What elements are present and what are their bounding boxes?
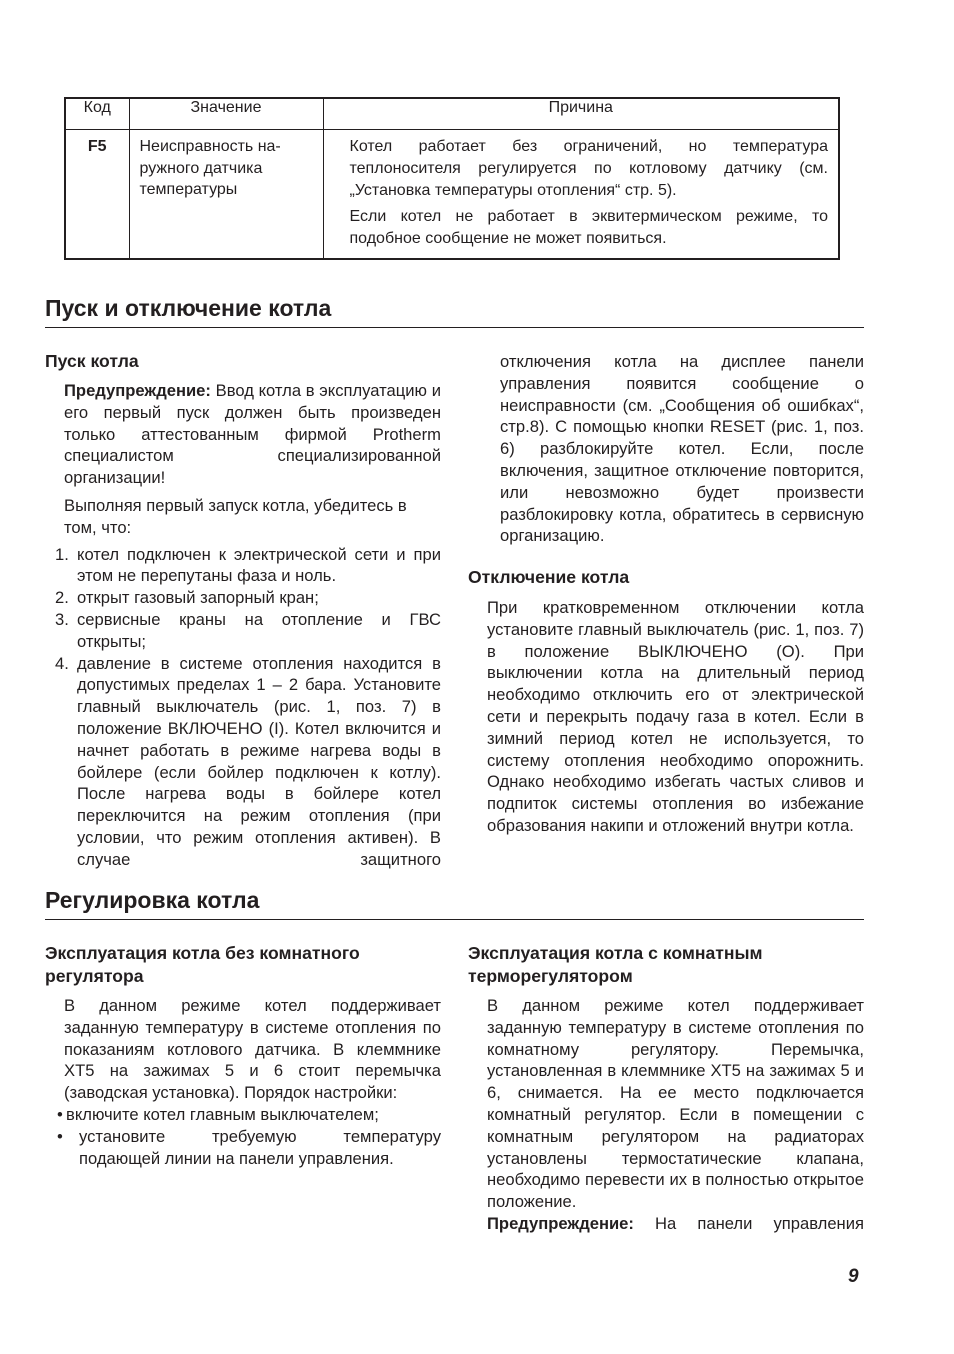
room-regulator-warning <box>487 1213 864 1235</box>
start-checklist <box>45 544 441 871</box>
header-meaning: Значение <box>129 98 323 130</box>
subheading-room-regulator: Эксплуатация котла с комнатным терморегулятором <box>468 943 763 986</box>
error-code-table <box>64 97 840 260</box>
subheading-start: Пуск котла <box>45 351 139 371</box>
cause-paragraph-1: Котел работает без ограничений, но температура теплоносителя регулируется по котловому датчику (см. „Установка температуры отопления“ стр. 5). <box>349 138 828 199</box>
cell-meaning: Неисправность на-ружного датчика температуры <box>129 130 323 259</box>
right-column-stop <box>468 566 864 837</box>
list-item <box>55 587 441 609</box>
list-text: установите требуемую температуру подающей линии на панели управления. <box>79 1126 441 1168</box>
stop-paragraph: При кратковременном отключении котла установите главный выключатель (рис. 1, поз. 7) в положение ВЫКЛЮЧЕНО (O). При выключении котла на длительный период необходимо отключить его от электрической сети и перекрыть подачу газа в котел. Если в зимний период котел не используется, то систему отопления необходимо опорожнить. Однако необходимо избегать частых сливов и подпиток системы отопления во избежание образования накипи и отложений внутри котла. <box>487 598 864 835</box>
list-number: 2. <box>55 588 69 608</box>
warning-text: Ввод котла в эксплуатацию и его первый пуск должен быть произведен только аттестованным фирмой Protherm специалистом специализированной организации! <box>64 381 441 488</box>
bullet-icon: • <box>57 1104 63 1124</box>
table-row <box>65 130 839 259</box>
list-text: сервисные краны на отопление и ГВС открыты; <box>77 609 441 651</box>
list-item <box>55 544 441 588</box>
continuation-paragraph: отключения котла на дисплее панели управления появится сообщение о неисправности (см. „Сообщения об ошибках“, стр.8). С помощью кнопки RESET (рис. 1, поз. 6) разблокируйте котел. Если, после включения, защитное отключение повторится, или невозможно будет произвести разблокировку котла, обратитесь в сервисную организацию. <box>500 352 864 546</box>
page-number: 9 <box>848 1266 859 1287</box>
warning-text: На панели управления <box>655 1213 864 1233</box>
section-title-start-stop: Пуск и отключение котла <box>45 295 332 321</box>
right-column-start <box>500 351 864 547</box>
settings-bullets <box>45 1104 441 1169</box>
cause-paragraph-2: Если котел не работает в эквитермическом режиме, то подобное сообщение не может появиться. <box>349 208 828 248</box>
no-regulator-paragraph: В данном режиме котел поддерживает заданную температуру в системе отопления по показаниям котлового датчика. В клеммнике XT5 на зажимах 5 и 6 стоит перемычка (заводская установка). Порядок настройки: <box>64 996 441 1103</box>
warning-label: Предупреждение: <box>64 381 211 400</box>
list-text: котел подключен к электрической сети и при этом не перепутаны фаза и ноль. <box>77 544 441 586</box>
bullet-icon: • <box>57 1126 63 1146</box>
section-rule-2 <box>45 919 864 920</box>
warning-paragraph <box>64 380 441 489</box>
cell-cause <box>323 130 839 259</box>
list-text: открыт газовый запорный кран; <box>77 588 319 608</box>
list-text: давление в системе отопления находится в допустимых пределах 1 – 2 бара. Установите главный выключатель (рис. 1, поз. 7) в положение ВКЛЮЧЕНО (I). Котел включится и начнет работать в режиме нагрева воды в бойлере (если бойлер подключен к котлу). После нагрева воды в бойлере котел переключится на режим отопления (при условии, что режим отопления активен). В случае защитного <box>77 653 441 869</box>
list-item <box>55 653 441 871</box>
table-header-row <box>65 98 839 130</box>
list-number: 4. <box>55 653 69 673</box>
left-column-regulation <box>45 942 441 1169</box>
list-number: 3. <box>55 609 69 629</box>
room-regulator-paragraph: В данном режиме котел поддерживает заданную температуру в системе отопления по комнатному регулятору. Перемычка, установленная в клеммнике XT5 на зажимах 5 и 6, снимается. На ее место подключается комнатный регулятор. Если в помещении с комнатным регулятором на радиаторах установлены термостатические клапана, необходимо перевести их в полностью открытое положение. <box>487 996 864 1212</box>
list-item <box>57 1104 441 1126</box>
list-text: включите котел главным выключателем; <box>66 1104 379 1124</box>
subheading-stop: Отключение котла <box>468 567 630 587</box>
left-column-start <box>45 350 441 871</box>
list-item <box>57 1126 441 1170</box>
section-title-regulation: Регулировка котла <box>45 887 260 913</box>
header-code: Код <box>65 98 129 130</box>
list-item <box>55 609 441 653</box>
section-rule-1 <box>45 327 864 328</box>
cell-code: F5 <box>65 130 129 259</box>
intro-paragraph: Выполняя первый запуск котла, убедитесь в том, что: <box>64 495 407 537</box>
subheading-no-room-regulator: Эксплуатация котла без комнатного регулятора <box>45 943 360 986</box>
header-cause: Причина <box>323 98 839 130</box>
warning-label: Предупреждение: <box>487 1213 634 1233</box>
right-column-regulation <box>468 942 864 1235</box>
list-number: 1. <box>55 544 69 564</box>
